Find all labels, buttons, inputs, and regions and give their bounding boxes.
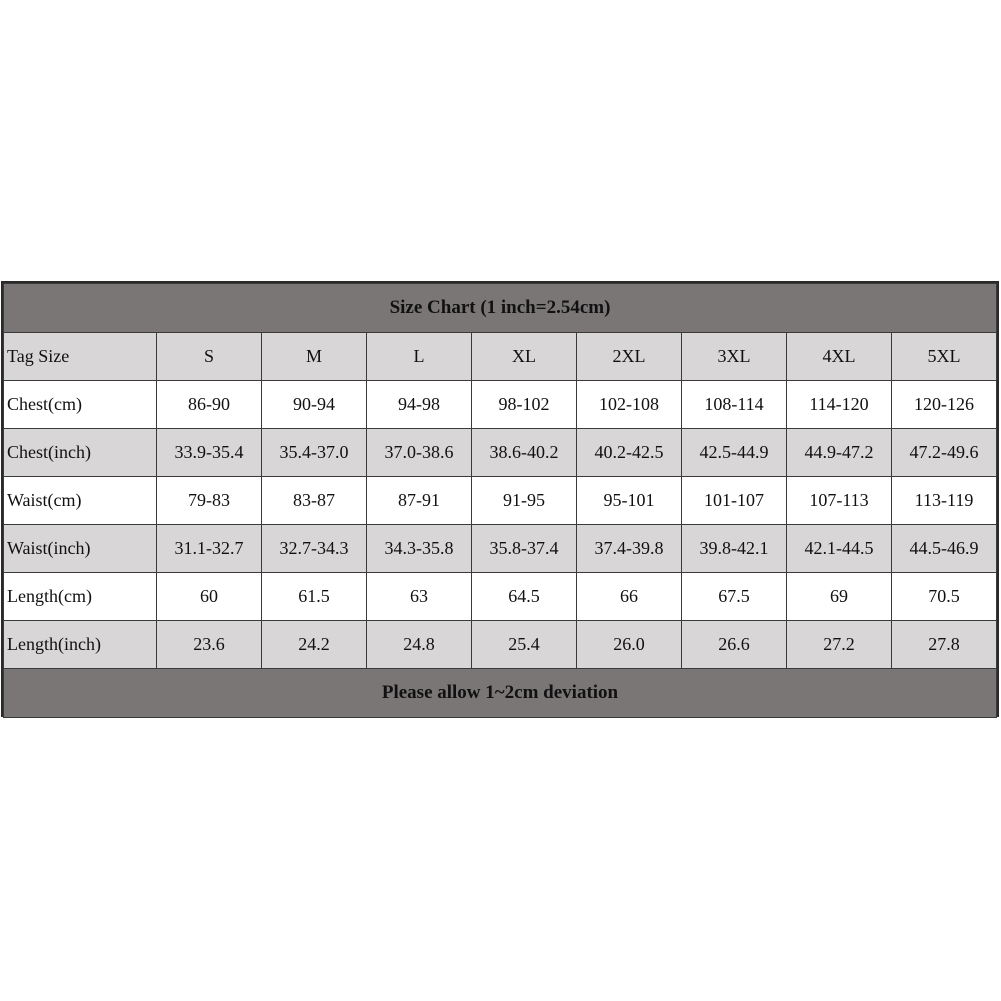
table-cell: 39.8-42.1: [682, 525, 787, 573]
row-label: Length(inch): [4, 621, 157, 669]
row-label: Waist(inch): [4, 525, 157, 573]
size-header-2xl: 2XL: [577, 333, 682, 381]
table-cell: 24.8: [367, 621, 472, 669]
deviation-note: Please allow 1~2cm deviation: [4, 669, 997, 718]
table-cell: 102-108: [577, 381, 682, 429]
table-cell: 90-94: [262, 381, 367, 429]
table-cell: 114-120: [787, 381, 892, 429]
size-header-4xl: 4XL: [787, 333, 892, 381]
table-cell: 64.5: [472, 573, 577, 621]
size-header-5xl: 5XL: [892, 333, 997, 381]
table-cell: 87-91: [367, 477, 472, 525]
size-header-s: S: [157, 333, 262, 381]
table-row-chest-inch: [4, 429, 997, 477]
table-cell: 63: [367, 573, 472, 621]
table-cell: 35.8-37.4: [472, 525, 577, 573]
table-cell: 38.6-40.2: [472, 429, 577, 477]
title-row: [4, 284, 997, 333]
table-cell: 79-83: [157, 477, 262, 525]
size-header-xl: XL: [472, 333, 577, 381]
table-cell: 27.2: [787, 621, 892, 669]
table-cell: 108-114: [682, 381, 787, 429]
footer-row: [4, 669, 997, 718]
table-cell: 44.5-46.9: [892, 525, 997, 573]
table-cell: 24.2: [262, 621, 367, 669]
table-row-waist-inch: [4, 525, 997, 573]
table-cell: 66: [577, 573, 682, 621]
table-cell: 107-113: [787, 477, 892, 525]
table-cell: 42.5-44.9: [682, 429, 787, 477]
size-table: [3, 283, 997, 718]
table-cell: 37.4-39.8: [577, 525, 682, 573]
table-cell: 42.1-44.5: [787, 525, 892, 573]
table-cell: 47.2-49.6: [892, 429, 997, 477]
table-cell: 94-98: [367, 381, 472, 429]
table-cell: 69: [787, 573, 892, 621]
table-cell: 34.3-35.8: [367, 525, 472, 573]
table-row-length-cm: [4, 573, 997, 621]
row-label: Chest(inch): [4, 429, 157, 477]
table-cell: 32.7-34.3: [262, 525, 367, 573]
table-cell: 23.6: [157, 621, 262, 669]
table-cell: 25.4: [472, 621, 577, 669]
table-cell: 35.4-37.0: [262, 429, 367, 477]
size-chart: [1, 281, 999, 717]
tag-size-label: Tag Size: [4, 333, 157, 381]
table-cell: 40.2-42.5: [577, 429, 682, 477]
table-cell: 31.1-32.7: [157, 525, 262, 573]
table-cell: 86-90: [157, 381, 262, 429]
row-label: Chest(cm): [4, 381, 157, 429]
row-label: Length(cm): [4, 573, 157, 621]
table-cell: 33.9-35.4: [157, 429, 262, 477]
table-cell: 60: [157, 573, 262, 621]
table-cell: 101-107: [682, 477, 787, 525]
table-cell: 70.5: [892, 573, 997, 621]
table-cell: 44.9-47.2: [787, 429, 892, 477]
table-cell: 67.5: [682, 573, 787, 621]
table-cell: 95-101: [577, 477, 682, 525]
table-cell: 26.0: [577, 621, 682, 669]
header-row: [4, 333, 997, 381]
table-row-length-inch: [4, 621, 997, 669]
table-cell: 61.5: [262, 573, 367, 621]
table-cell: 26.6: [682, 621, 787, 669]
table-cell: 120-126: [892, 381, 997, 429]
table-cell: 113-119: [892, 477, 997, 525]
table-cell: 37.0-38.6: [367, 429, 472, 477]
table-cell: 98-102: [472, 381, 577, 429]
table-cell: 83-87: [262, 477, 367, 525]
size-header-m: M: [262, 333, 367, 381]
size-header-l: L: [367, 333, 472, 381]
table-cell: 91-95: [472, 477, 577, 525]
size-header-3xl: 3XL: [682, 333, 787, 381]
table-row-waist-cm: [4, 477, 997, 525]
row-label: Waist(cm): [4, 477, 157, 525]
table-cell: 27.8: [892, 621, 997, 669]
table-row-chest-cm: [4, 381, 997, 429]
chart-title: Size Chart (1 inch=2.54cm): [4, 284, 997, 333]
